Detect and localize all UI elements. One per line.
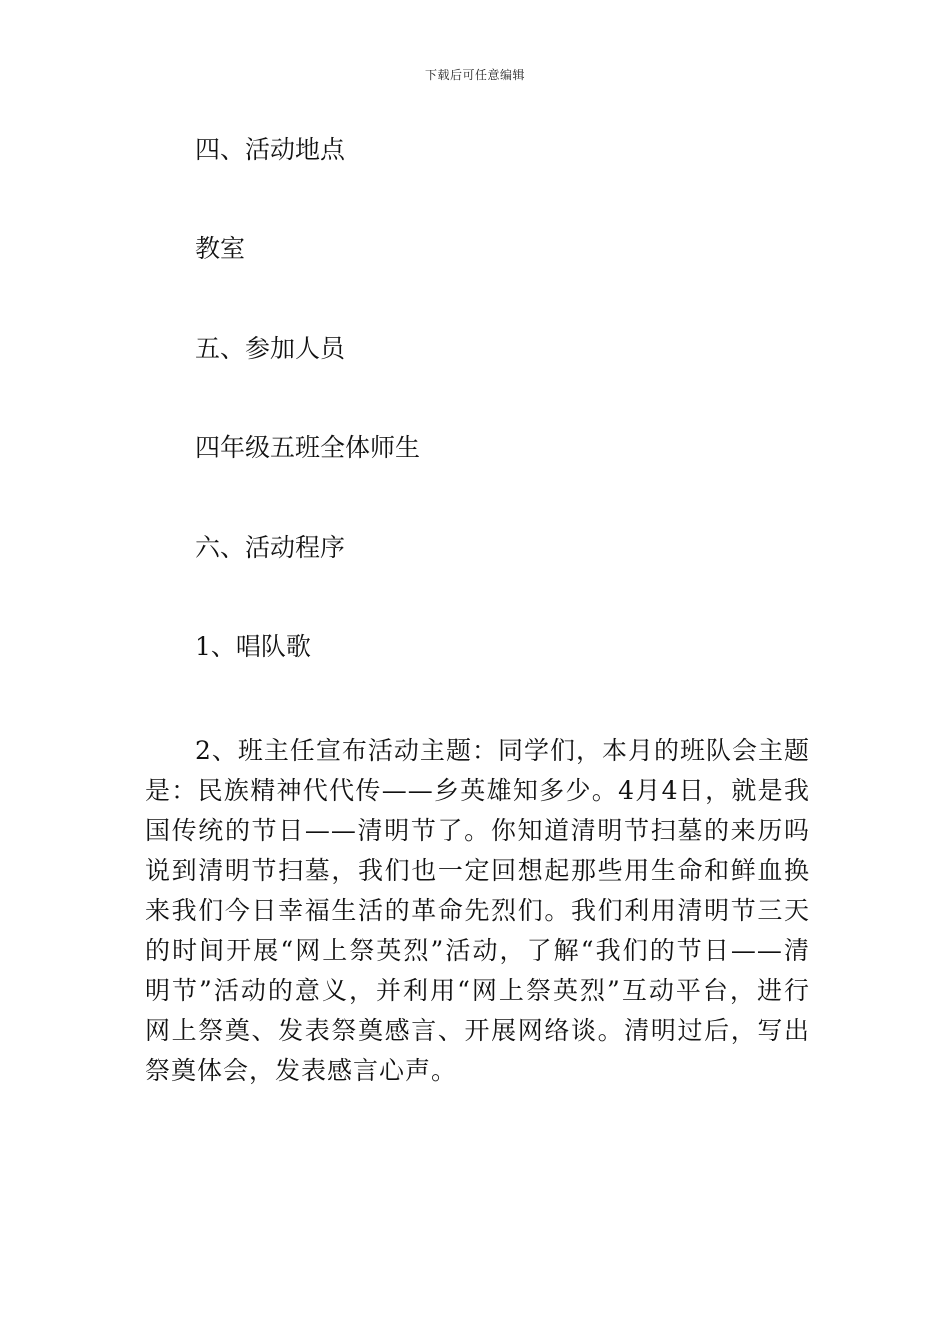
section-heading-procedure: 六、活动程序 xyxy=(195,533,346,562)
participants-text: 四年级五班全体师生 xyxy=(195,433,421,462)
procedure-step-1: 1、唱队歌 xyxy=(195,632,311,661)
section-heading-participants: 五、参加人员 xyxy=(195,334,346,363)
page-header-note: 下载后可任意编辑 xyxy=(424,68,525,82)
section-heading-location: 四、活动地点 xyxy=(195,135,346,164)
procedure-step-2-paragraph: 2、班主任宣布活动主题：同学们，本月的班队会主题是：民族精神代代传——乡英雄知多少。4月4日，就是我国传统的节日——清明节了。你知道清明节扫墓的来历吗说到清明节扫墓，我们也一定回想起那些用生命和鲜血换来我们今日幸福生活的革命先烈们。我们利用清明节三天的时间开展“网上祭英烈”活动，了解“我们的节日——清明节”活动的意义，并利用“网上祭英烈”互动平台，进行网上祭奠、发表祭奠感言、开展网络谈。清明过后，写出祭奠体会，发表感言心声。 xyxy=(145,736,810,1085)
location-text: 教室 xyxy=(195,234,246,263)
